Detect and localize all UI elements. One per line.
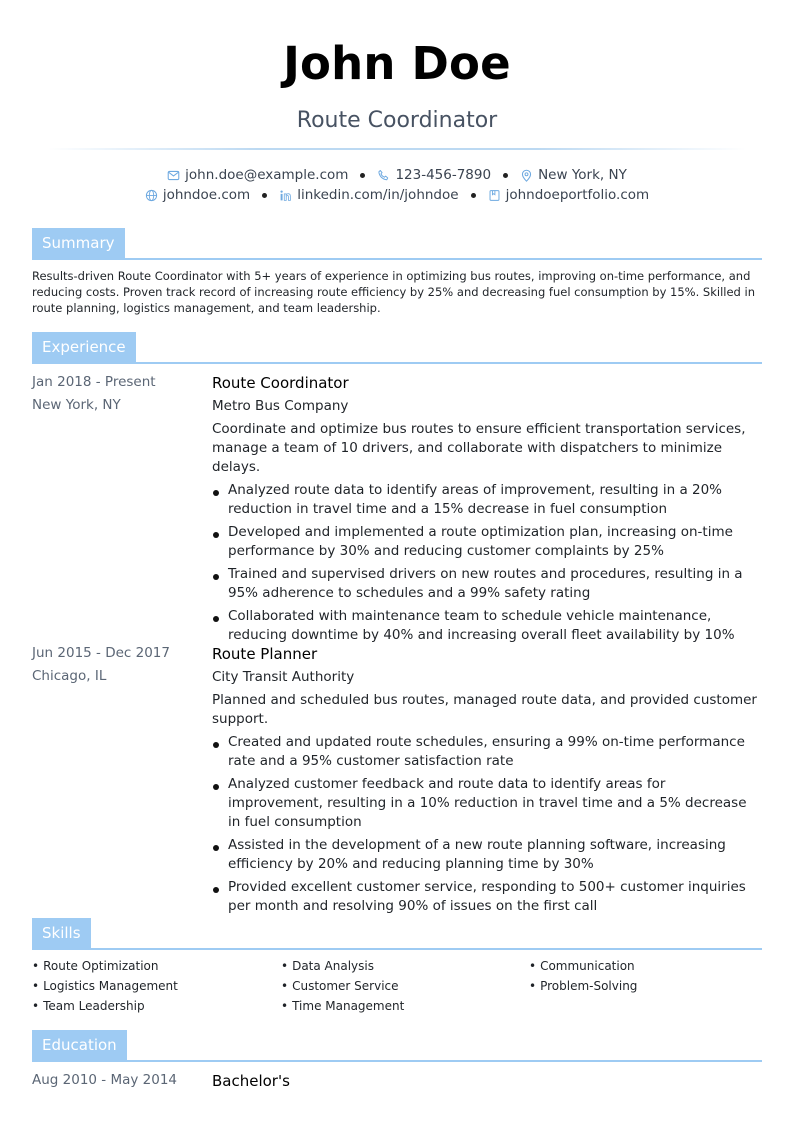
skill-item: • Customer Service <box>281 979 399 993</box>
skill-text: Data Analysis <box>292 959 374 973</box>
skill-text: Time Management <box>292 999 405 1013</box>
contact-location <box>520 166 627 184</box>
experience-company: City Transit Authority <box>212 669 355 685</box>
experience-dates: Jan 2018 - Present <box>32 374 156 390</box>
contact-website-text: johndoe.com <box>162 187 251 203</box>
contact-website[interactable] <box>145 186 250 204</box>
summary-heading: Summary <box>32 228 125 258</box>
skills-heading: Skills <box>32 918 91 948</box>
candidate-name: John Doe <box>283 37 511 90</box>
bullet-dot <box>213 616 219 622</box>
contact-portfolio[interactable] <box>488 186 650 204</box>
contact-linkedin[interactable] <box>279 186 458 204</box>
experience-bullet <box>212 565 762 603</box>
experience-bullets <box>212 481 762 645</box>
experience-bullet <box>212 733 762 771</box>
experience-details <box>212 373 762 649</box>
education-dates: Aug 2010 - May 2014 <box>32 1072 178 1088</box>
section-divider <box>32 1060 762 1062</box>
experience-dates: Jun 2015 - Dec 2017 <box>32 645 170 661</box>
contact-separator <box>262 193 267 198</box>
contact-email-text: john.doe@example.com <box>185 167 349 183</box>
skill-text: Logistics Management <box>43 979 178 993</box>
experience-heading: Experience <box>32 332 136 362</box>
contact-separator <box>471 193 476 198</box>
education-degree: Bachelor's <box>212 1072 290 1090</box>
candidate-title: Route Coordinator <box>296 108 498 133</box>
contact-separator <box>503 173 508 178</box>
contact-separator <box>360 173 365 178</box>
experience-role: Route Planner <box>212 645 318 663</box>
experience-company: Metro Bus Company <box>212 398 349 414</box>
bullet-text: Analyzed route data to identify areas of improvement, resulting in a 20% reduction in travel time and a 15% decrease in fuel consumption <box>228 482 723 517</box>
experience-bullet <box>212 878 762 916</box>
bullet-dot <box>213 887 219 893</box>
linkedin-icon <box>279 189 292 202</box>
skill-text: Customer Service <box>292 979 399 993</box>
bullet-text: Developed and implemented a route optimization plan, increasing on-time performance by 30% and reducing customer complaints by 25% <box>228 524 733 559</box>
mail-icon <box>167 169 180 182</box>
experience-bullet <box>212 481 762 519</box>
experience-description: Coordinate and optimize bus routes to ensure efficient transportation services, manage a team of 10 drivers, and collaborate with dispatchers to minimize delays. <box>212 421 746 475</box>
section-divider <box>32 362 762 364</box>
experience-bullet <box>212 607 762 645</box>
skill-item: • Time Management <box>281 999 405 1013</box>
bullet-dot <box>213 490 219 496</box>
contact-linkedin-text: linkedin.com/in/johndoe <box>297 187 459 203</box>
bullet-text: Created and updated route schedules, ensuring a 99% on-time performance rate and a 95% customer satisfaction rate <box>228 734 745 769</box>
experience-location: Chicago, IL <box>32 668 107 684</box>
bullet-text: Analyzed customer feedback and route data to identify areas for improvement, resulting in a 10% reduction in travel time and a 5% decrease in fuel consumption <box>228 776 747 830</box>
contact-portfolio-text: johndoeportfolio.com <box>505 187 650 203</box>
experience-bullet <box>212 836 762 874</box>
bullet-dot <box>213 532 219 538</box>
header-divider <box>48 148 746 150</box>
location-pin-icon <box>520 169 533 182</box>
contact-phone-text: 123-456-7890 <box>395 167 492 183</box>
skills-section-header <box>32 918 762 950</box>
section-divider <box>32 258 762 260</box>
contact-email[interactable] <box>167 166 348 184</box>
skill-text: Team Leadership <box>43 999 145 1013</box>
education-section-header <box>32 1030 762 1062</box>
skill-text: Problem-Solving <box>540 979 638 993</box>
phone-icon <box>377 169 390 182</box>
bullet-text: Provided excellent customer service, responding to 500+ customer inquiries per month and resolving 90% of issues on the first call <box>228 879 746 914</box>
skill-item: • Team Leadership <box>32 999 145 1013</box>
bullet-text: Collaborated with maintenance team to schedule vehicle maintenance, reducing downtime by 40% and increasing overall fleet availability by 10% <box>228 608 735 643</box>
contact-row-links <box>0 186 794 204</box>
bullet-text: Assisted in the development of a new route planning software, increasing efficiency by 20% and reducing planning time by 30% <box>228 837 726 872</box>
contact-phone[interactable] <box>377 166 491 184</box>
skill-text: Communication <box>540 959 635 973</box>
bullet-dot <box>213 574 219 580</box>
experience-details <box>212 644 762 920</box>
contact-location-text: New York, NY <box>538 167 627 183</box>
bullet-dot <box>213 784 219 790</box>
bullet-text: Trained and supervised drivers on new routes and procedures, resulting in a 95% adherence to schedules and a 99% safety rating <box>228 566 743 601</box>
summary-section-header <box>32 228 762 260</box>
experience-description: Planned and scheduled bus routes, managed route data, and provided customer support. <box>212 692 757 727</box>
portfolio-icon <box>488 189 501 202</box>
skill-item: • Communication <box>529 959 635 973</box>
globe-icon <box>145 189 158 202</box>
experience-bullet <box>212 523 762 561</box>
skill-text: Route Optimization <box>43 959 159 973</box>
experience-bullet <box>212 775 762 832</box>
education-heading: Education <box>32 1030 127 1060</box>
skill-item: • Logistics Management <box>32 979 178 993</box>
bullet-dot <box>213 845 219 851</box>
experience-location: New York, NY <box>32 397 121 413</box>
skill-item: • Data Analysis <box>281 959 374 973</box>
contact-row-primary <box>0 166 794 184</box>
bullet-dot <box>213 742 219 748</box>
skill-item: • Route Optimization <box>32 959 159 973</box>
section-divider <box>32 948 762 950</box>
experience-role: Route Coordinator <box>212 374 349 392</box>
experience-section-header <box>32 332 762 364</box>
skill-item: • Problem-Solving <box>529 979 638 993</box>
experience-bullets <box>212 733 762 916</box>
summary-text: Results-driven Route Coordinator with 5+ years of experience in optimizing bus routes, improving on-time performance, and reducing costs. Proven track record of increasing route efficiency by 25% and decreasing fuel consumption by 15%. Skilled in route planning, logistics management, and team leadership. <box>32 269 755 315</box>
